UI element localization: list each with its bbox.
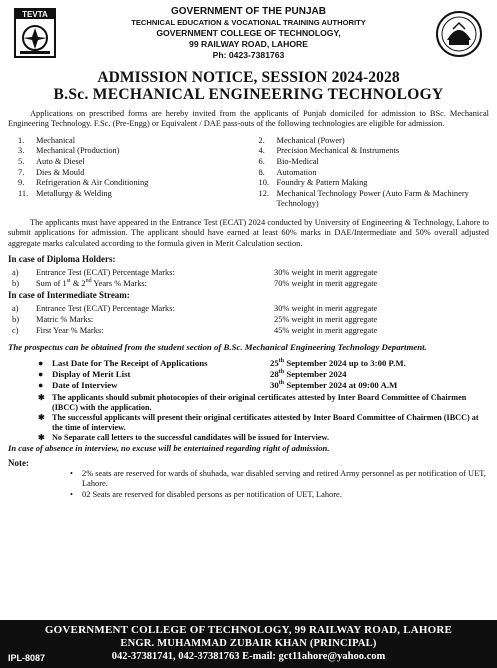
weight-row: b) Sum of 1st & 2nd Years % Marks: 70% weight in merit aggregate	[12, 277, 378, 288]
authority-line: TECHNICAL EDUCATION & VOCATIONAL TRAINING AUTHORITY	[131, 18, 366, 27]
contact-footer	[0, 620, 497, 668]
intro-paragraph: Applications on prescribed forms are hereby invited from the applicants of Punjab domiciled for admission to BSc. Mechanical Engineering Technology. F.Sc. (Pre-Engg) or Equivalent / DAE pass-outs of the following technologies are eligible for admission.	[8, 109, 489, 129]
bullet-icon: ●	[38, 368, 44, 379]
list-item: 3. Mechanical (Production)	[18, 146, 120, 156]
prospectus-note: The prospectus can be obtained from the student section of B.Sc. Mechanical Engineering Technology Department.	[8, 342, 427, 353]
intermediate-weights	[8, 304, 489, 336]
instruction-item: ✱ No Separate call letters to the successful candidates will be issued for Interview.	[38, 432, 330, 442]
list-item: 1. Mechanical	[18, 135, 76, 145]
schedule-row: ● Date of Interview 30th September 2024 at 09:00 A.M	[38, 380, 398, 391]
schedule-row: ● Display of Merit List 28th September 2024	[38, 368, 347, 379]
instruction-item: ✱ The successful applicants will present their original certificates attested by Inter Board Committee of Chairmen (IBCC) at the time of interview.	[38, 412, 479, 432]
list-item: 11. Metallurgy & Welding	[18, 188, 112, 198]
phone-line: Ph: 0423-7381763	[212, 50, 285, 60]
asterisk-icon: ✱	[38, 412, 45, 422]
letterhead	[8, 6, 489, 64]
asterisk-icon: ✱	[38, 393, 45, 403]
diploma-heading: In case of Diploma Holders:	[8, 254, 116, 265]
technology-list	[18, 136, 489, 210]
tevta-logo-text: TEVTA	[22, 10, 48, 19]
diploma-weights	[8, 268, 489, 289]
eligibility-paragraph: The applicants must have appeared in the Entrance Test (ECAT) 2024 conducted by University of Engineering & Technology, Lahore to submit applications for admission. The applicant should have earned at least 60% marks in DAE/Intermediate and 50% overall adjusted aggregate marks calculated according to the formula given in Merit Calculation section.	[8, 217, 489, 248]
note-item: • 02 Seats are reserved for disabled persons as per notification of UET, Lahore.	[70, 489, 342, 499]
bullet-icon: ●	[38, 380, 44, 391]
list-item: 10. Foundry & Pattern Making	[258, 178, 368, 188]
absence-warning: In case of absence in interview, no excuse will be entertained regarding right of admission.	[8, 443, 330, 454]
list-item: 4. Precision Mechanical & Instruments	[258, 146, 400, 156]
list-item: 2. Mechanical (Power)	[258, 135, 345, 145]
note-item: • 2% seats are reserved for wards of shuhada, war disabled serving and retired Army personnel as per notification of UET, Lahore.	[70, 468, 486, 489]
instructions	[38, 393, 489, 442]
list-item: 9. Refrigeration & Air Conditioning	[18, 178, 149, 188]
address-line: 99 RAILWAY ROAD, LAHORE	[189, 39, 308, 49]
instruction-item: ✱ The applicants should submit photocopies of their original certificates attested by Inter Board Committee of Chairmen (IBCC) with the application.	[38, 393, 467, 413]
weight-row: c) First Year % Marks: 45% weight in merit aggregate	[12, 325, 378, 335]
college-line: GOVERNMENT COLLEGE OF TECHNOLOGY,	[156, 28, 341, 38]
intermediate-heading: In case of Intermediate Stream:	[8, 290, 130, 301]
footer-principal: ENGR. MUHAMMAD ZUBAIR KHAN (PRINCIPAL)	[120, 638, 377, 649]
program-title: B.Sc. MECHANICAL ENGINEERING TECHNOLOGY	[53, 86, 444, 103]
govt-line: GOVERNMENT OF THE PUNJAB	[170, 6, 326, 17]
list-item: 8. Automation	[258, 167, 317, 177]
list-item: 6. Bio-Medical	[258, 157, 319, 166]
bullet-icon: •	[70, 489, 73, 499]
weight-row: a) Entrance Test (ECAT) Percentage Marks: 30% weight in merit aggregate	[12, 304, 378, 314]
list-item: 12. Mechanical Technology Power (Auto Farm & Machinery Technology)	[258, 188, 469, 209]
weight-row: a) Entrance Test (ECAT) Percentage Marks: 30% weight in merit aggregate	[12, 268, 378, 278]
note-heading: Note:	[8, 457, 29, 468]
ipl-code: IPL-8087	[8, 653, 46, 663]
list-item: 5. Auto & Diesel	[18, 157, 85, 166]
punjab-emblem-icon	[435, 10, 483, 58]
list-item: 7. Dies & Mould	[18, 167, 85, 177]
weight-row: b) Matric % Marks: 25% weight in merit aggregate	[12, 314, 378, 324]
footer-address: GOVERNMENT COLLEGE OF TECHNOLOGY, 99 RAILWAY ROAD, LAHORE	[44, 624, 453, 636]
tevta-logo-icon	[14, 8, 56, 58]
notice-title: ADMISSION NOTICE, SESSION 2024-2028	[97, 69, 400, 86]
notes-list	[70, 469, 489, 500]
bullet-icon: ●	[38, 357, 44, 368]
schedule-row: ● Last Date for The Receipt of Applications 25th September 2024 up to 3:00 P.M.	[38, 357, 406, 368]
footer-contact: 042-37381741, 042-37381763 E-mail: gct11ahore@yahoo.com	[111, 651, 386, 662]
bullet-icon: •	[70, 468, 73, 478]
asterisk-icon: ✱	[38, 432, 45, 442]
schedule	[38, 358, 489, 392]
